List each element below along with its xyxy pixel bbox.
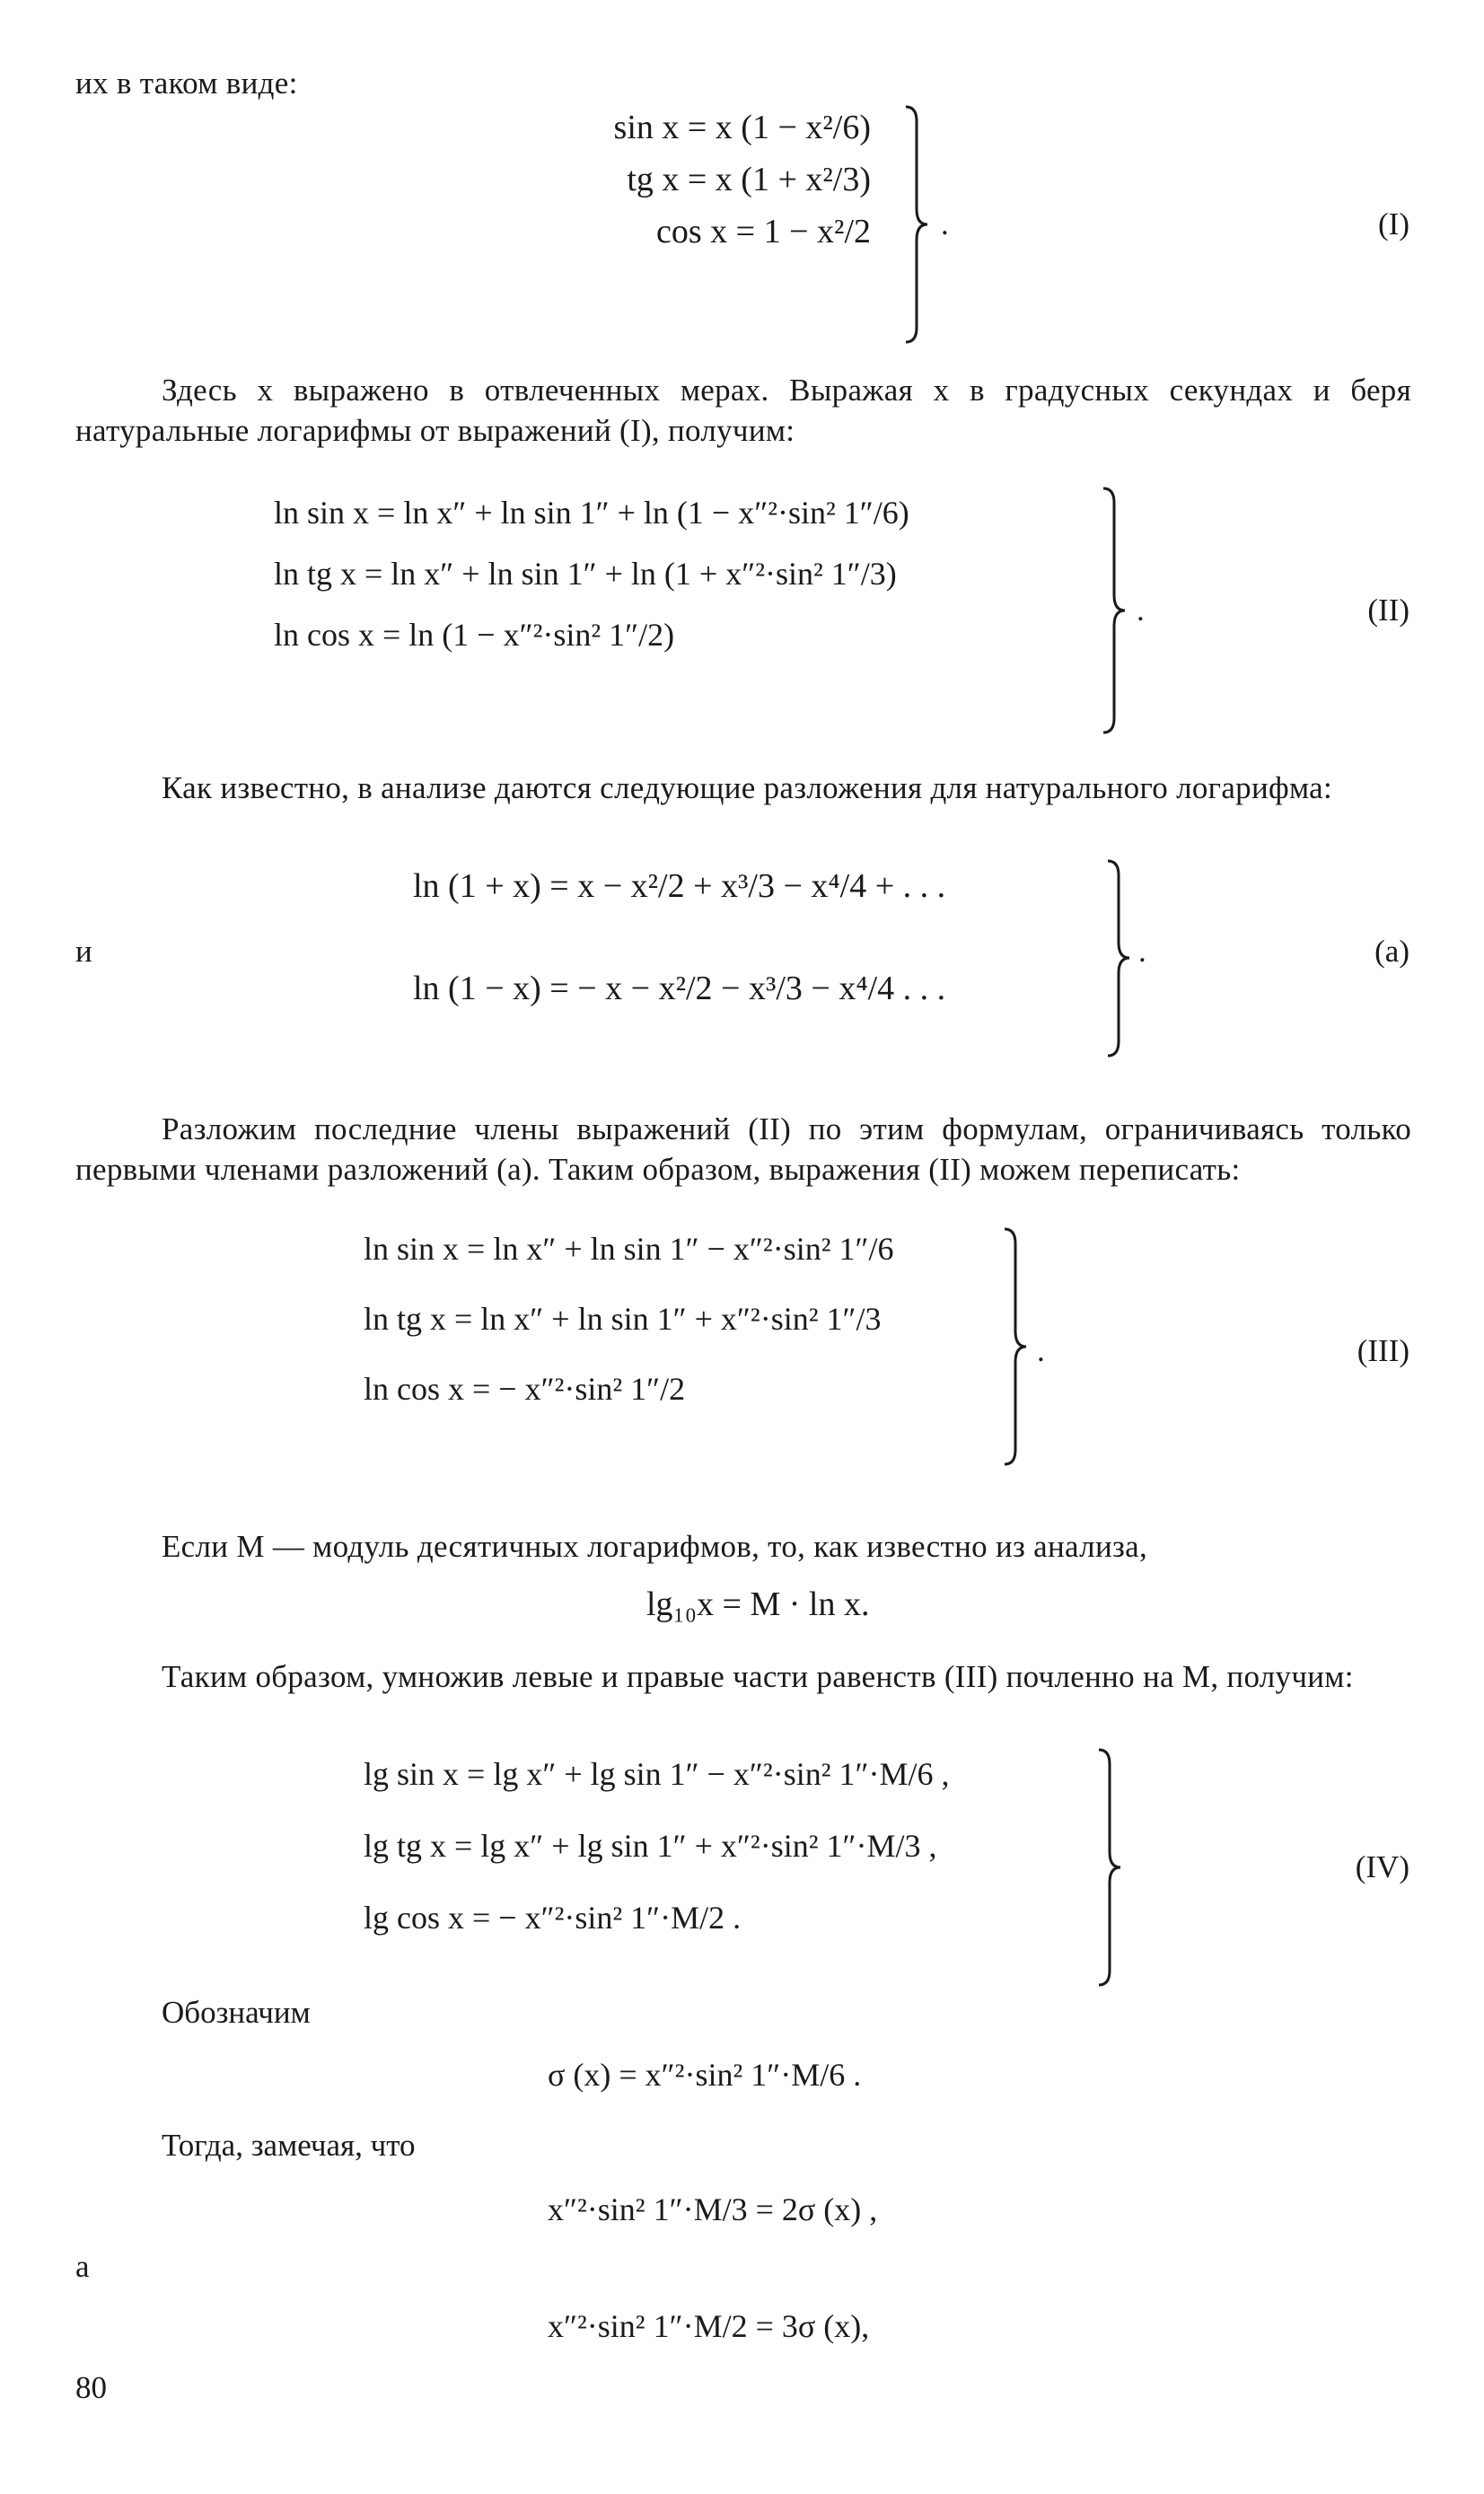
label-II: (II) (1367, 593, 1409, 628)
label-I: (I) (1378, 206, 1409, 241)
brace-I-icon (902, 103, 938, 346)
system-I (566, 108, 871, 251)
conjunction-i: и (75, 934, 92, 969)
paragraph-1: Здесь x выражено в отвлеченных мерах. Выражая x в градусных секундах и беря натуральные логарифмы от выражений (I), получим: (75, 373, 1411, 448)
formula-3sigma: x″²·sin² 1″·M/2 = 3σ (x), (548, 2308, 870, 2344)
system-III (364, 1230, 894, 1408)
formula-2sigma: x″²·sin² 1″·M/3 = 2σ (x) , (548, 2191, 878, 2227)
intro-text: их в таком виде: (75, 66, 298, 101)
system-II-line-2: ln tg x = ln x″ + ln sin 1″ + ln (1 + x″²·sin² 1″/3) (274, 556, 897, 592)
paragraph-3: Разложим последние члены выражений (II) по этим формулам, ограничиваясь только первыми членами разложений (a). Таким образом, выражения (II) можем переписать: (75, 1111, 1411, 1187)
word-a: а (75, 2249, 90, 2284)
system-III-line-1: ln sin x = ln x″ + ln sin 1″ − x″²·sin² 1″/6 (364, 1231, 894, 1267)
label-a: (a) (1374, 934, 1409, 969)
word-then: Тогда, замечая, что (162, 2128, 416, 2163)
system-I-line-3: cos x = 1 − x²/2 (656, 213, 871, 250)
system-IV-line-2: lg tg x = lg x″ + lg sin 1″ + x″²·sin² 1″·M/3 , (364, 1828, 937, 1864)
paragraph-2: Как известно, в анализе даются следующие разложения для натурального логарифма: (162, 770, 1333, 805)
system-IV-line-1: lg sin x = lg x″ + lg sin 1″ − x″²·sin² 1″·M/6 , (364, 1756, 950, 1792)
dot-III: . (1037, 1333, 1045, 1368)
system-I-line-2: tg x = x (1 + x²/3) (627, 161, 871, 198)
brace-II-icon (1100, 485, 1136, 736)
dot-a: . (1138, 934, 1146, 969)
system-a (413, 866, 945, 1008)
system-I-line-1: sin x = x (1 − x²/6) (613, 109, 871, 146)
system-II-line-1: ln sin x = ln x″ + ln sin 1″ + ln (1 − x″²·sin² 1″/6) (274, 495, 909, 531)
paragraph-5: Таким образом, умножив левые и правые части равенств (III) почленно на M, получим: (162, 1659, 1354, 1694)
system-IV-line-3: lg cos x = − x″²·sin² 1″·M/2 . (364, 1900, 742, 1936)
label-III: (III) (1357, 1333, 1409, 1368)
system-IV (364, 1755, 950, 1936)
system-III-line-2: ln tg x = ln x″ + ln sin 1″ + x″²·sin² 1″/3 (364, 1301, 882, 1337)
system-a-line-1: ln (1 + x) = x − x²/2 + x³/3 − x⁴/4 + . . . (413, 867, 946, 905)
page-number: 80 (75, 2370, 107, 2405)
system-a-line-2: ln (1 − x) = − x − x²/2 − x³/3 − x⁴/4 . . . (413, 970, 946, 1007)
label-IV: (IV) (1355, 1849, 1409, 1884)
word-denote: Обозначим (162, 1995, 311, 2030)
system-II-line-3: ln cos x = ln (1 − x″²·sin² 1″/2) (274, 617, 675, 653)
formula-lg10: lg₁₀x = M · ln x. (646, 1585, 870, 1623)
system-II (274, 494, 909, 654)
dot-I: . (941, 206, 949, 241)
paragraph-4: Если M — модуль десятичных логарифмов, то, как известно из анализа, (162, 1529, 1147, 1564)
brace-a-icon (1104, 857, 1140, 1059)
formula-sigma: σ (x) = x″²·sin² 1″·M/6 . (548, 2057, 862, 2093)
brace-III-icon (1001, 1225, 1037, 1468)
brace-IV-icon (1095, 1746, 1131, 1989)
system-III-line-3: ln cos x = − x″²·sin² 1″/2 (364, 1371, 686, 1407)
dot-II: . (1137, 593, 1145, 628)
